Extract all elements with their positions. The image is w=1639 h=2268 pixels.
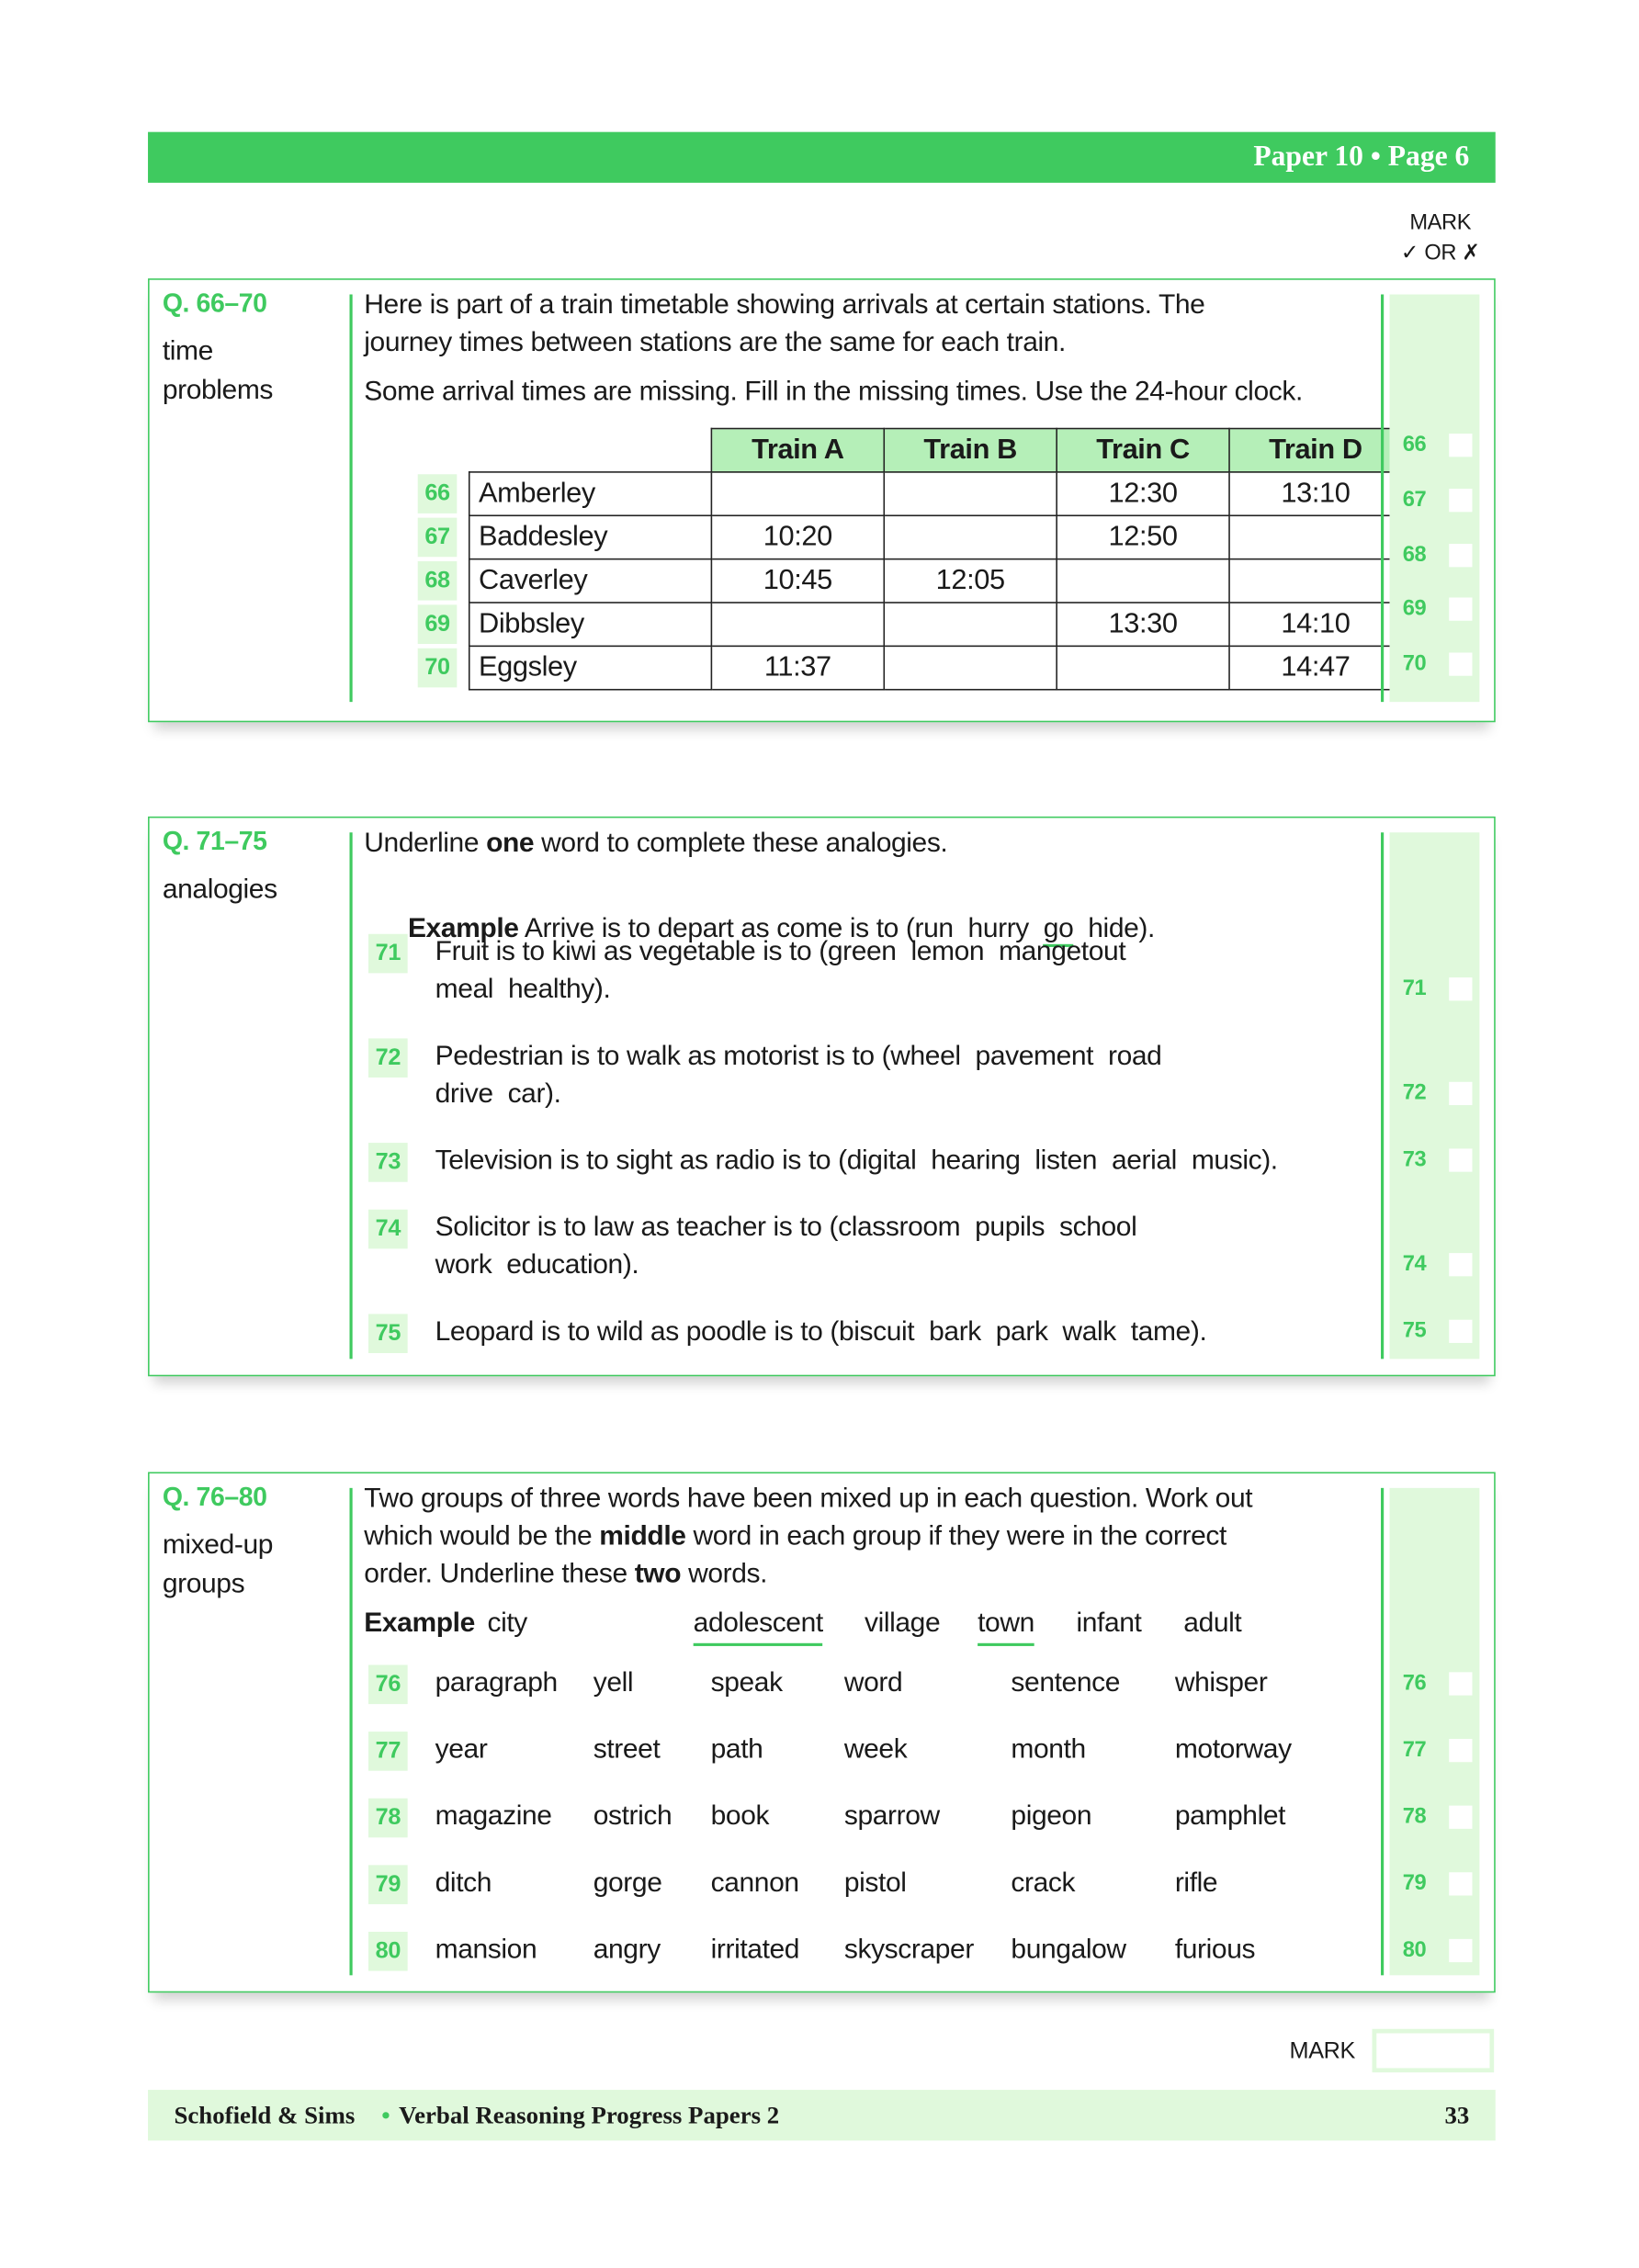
analogy-line: Solicitor is to law as teacher is to (classroom pupils school <box>435 1212 1137 1244</box>
mark-box[interactable] <box>1449 1939 1472 1962</box>
analogy-text[interactable] <box>435 1038 1162 1113</box>
word-option[interactable]: bungalow <box>1011 1935 1126 1966</box>
instructions <box>364 825 947 863</box>
mark-number: 72 <box>1402 1080 1427 1106</box>
arrival-time-cell[interactable] <box>884 472 1057 515</box>
page-number: 33 <box>1444 2101 1470 2129</box>
arrival-time-cell: 11:37 <box>711 646 884 689</box>
text: Two groups of three words have been mixed up in each question. Work out <box>364 1484 1253 1515</box>
arrival-time-cell: 13:10 <box>1229 472 1402 515</box>
mark-box[interactable] <box>1449 652 1472 675</box>
arrival-time-cell: 14:47 <box>1229 646 1402 689</box>
table-row <box>418 515 1402 559</box>
mark-number: 69 <box>1402 595 1427 621</box>
analogy-line: work education). <box>435 1249 639 1281</box>
analogy-text[interactable] <box>435 934 1126 1010</box>
word-option[interactable]: sparrow <box>843 1800 940 1833</box>
text: journey times between stations are the same for each train. <box>364 327 1066 358</box>
mark-number: 68 <box>1402 542 1427 568</box>
footer-book-title: Verbal Reasoning Progress Papers 2 <box>399 2101 780 2129</box>
word-option[interactable]: word <box>843 1667 903 1698</box>
total-mark-label: MARK <box>1289 2038 1355 2064</box>
mark-number: 73 <box>1402 1146 1427 1172</box>
question-number-cell <box>418 646 469 689</box>
analogy-line: drive car). <box>435 1078 561 1110</box>
arrival-time-cell: 12:50 <box>1057 515 1229 559</box>
word-option[interactable]: book <box>710 1800 770 1833</box>
question-number: 80 <box>368 1932 408 1971</box>
analogy-line: Leopard is to wild as poodle is to (biscuit bark park walk tame). <box>435 1316 1207 1348</box>
question-number: 66 <box>418 474 458 513</box>
example-word: infant <box>1076 1608 1142 1640</box>
question-number: 77 <box>368 1732 408 1771</box>
mark-label: MARK <box>1409 209 1472 235</box>
word-option[interactable]: motorway <box>1174 1734 1292 1766</box>
arrival-time-cell[interactable] <box>711 472 884 515</box>
table-row <box>418 646 1402 689</box>
text: one <box>486 828 535 859</box>
arrival-time-cell[interactable] <box>1229 559 1402 603</box>
word-group-row <box>368 1865 1369 1904</box>
arrival-time-cell[interactable] <box>1229 515 1402 559</box>
text: two <box>634 1559 682 1590</box>
column-header: Train A <box>711 429 884 472</box>
word-option[interactable]: crack <box>1011 1867 1076 1899</box>
word-option[interactable]: irritated <box>710 1935 800 1966</box>
mark-column <box>1389 1488 1479 1975</box>
word-option[interactable]: angry <box>593 1935 661 1966</box>
word-option[interactable]: gorge <box>593 1867 662 1899</box>
question-topic <box>163 1526 273 1604</box>
text: Example <box>364 1608 475 1640</box>
analogy-text[interactable] <box>435 1314 1207 1351</box>
page-header-bar <box>148 132 1496 183</box>
mark-box[interactable] <box>1449 1320 1472 1343</box>
mark-box[interactable] <box>1449 977 1472 1000</box>
divider <box>349 1488 352 1975</box>
mark-number: 78 <box>1402 1804 1427 1829</box>
mark-number: 70 <box>1402 650 1427 676</box>
mark-box[interactable] <box>1449 1253 1472 1276</box>
analogy-line: Pedestrian is to walk as motorist is to (wheel pavement road <box>435 1041 1162 1072</box>
example-underlined-word: adolescent <box>694 1606 823 1646</box>
station-name: Dibbsley <box>469 603 712 646</box>
mark-box[interactable] <box>1449 597 1472 620</box>
text: Example <box>407 913 519 944</box>
text: words. <box>681 1559 768 1590</box>
arrival-time-cell: 12:05 <box>884 559 1057 603</box>
arrival-time-cell: 13:30 <box>1057 603 1229 646</box>
text: Underline <box>364 828 487 859</box>
question-range: Q. 76–80 <box>162 1482 267 1512</box>
station-name: Amberley <box>469 472 712 515</box>
mark-column-divider <box>1381 294 1384 702</box>
text: Some arrival times are missing. Fill in the missing times. Use the 24-hour clock. <box>364 377 1303 408</box>
word-option[interactable]: sentence <box>1011 1667 1121 1698</box>
question-block-66-70 <box>148 278 1496 722</box>
question-number-cell <box>418 559 469 603</box>
analogy-line: Fruit is to kiwi as vegetable is to (green lemon mangetout <box>435 936 1126 968</box>
column-header: Train C <box>1057 429 1229 472</box>
mark-column-divider <box>1381 832 1384 1359</box>
train-timetable <box>418 428 1403 691</box>
mark-column-divider <box>1381 1488 1384 1975</box>
question-number: 67 <box>418 518 458 558</box>
arrival-time-cell[interactable] <box>1057 646 1229 689</box>
example <box>364 1606 1242 1643</box>
instructions <box>364 1481 1252 1594</box>
station-name: Eggsley <box>469 646 712 689</box>
text: problems <box>162 375 274 407</box>
word-option[interactable]: skyscraper <box>843 1935 974 1966</box>
total-mark-box[interactable] <box>1373 2029 1495 2072</box>
analogy-line: meal healthy). <box>435 974 611 1006</box>
word-option[interactable]: ostrich <box>593 1800 673 1833</box>
word-option[interactable]: speak <box>710 1667 783 1698</box>
text: middle <box>599 1521 686 1552</box>
instructions <box>364 288 1303 412</box>
mark-column <box>1389 832 1479 1359</box>
word-option[interactable]: year <box>435 1734 488 1766</box>
mark-number: 71 <box>1402 976 1427 1001</box>
word-group-row <box>368 1664 1369 1704</box>
mark-box[interactable] <box>1449 1872 1472 1895</box>
mark-box[interactable] <box>1449 1806 1472 1829</box>
example-answer: go <box>1044 914 1074 947</box>
question-number: 74 <box>368 1210 408 1249</box>
arrival-time-cell[interactable] <box>711 603 884 646</box>
mark-box[interactable] <box>1449 434 1472 457</box>
question-topic <box>163 333 273 411</box>
word-option[interactable]: whisper <box>1174 1667 1268 1698</box>
table-row <box>418 472 1402 515</box>
question-number: 71 <box>368 934 408 974</box>
column-header: Train D <box>1229 429 1402 472</box>
mark-box[interactable] <box>1449 544 1472 567</box>
text: time <box>162 336 213 367</box>
mark-box[interactable] <box>1449 1739 1472 1762</box>
text: Arrive is to depart as come is to (run hurry <box>518 913 1044 944</box>
mark-number: 77 <box>1402 1737 1427 1763</box>
text: which would be the <box>364 1521 600 1552</box>
word-group-row <box>368 1932 1369 1971</box>
mark-number: 66 <box>1402 432 1427 457</box>
word-option[interactable]: ditch <box>435 1867 492 1899</box>
arrival-time-cell: 12:30 <box>1057 472 1229 515</box>
example-underlined-word: town <box>978 1606 1034 1646</box>
question-number-cell <box>418 515 469 559</box>
word-option[interactable]: paragraph <box>435 1667 558 1698</box>
mark-number: 80 <box>1402 1937 1427 1963</box>
text: groups <box>162 1569 245 1600</box>
divider <box>349 832 352 1359</box>
example-word: adult <box>1183 1608 1242 1640</box>
mark-number: 79 <box>1402 1870 1427 1896</box>
station-name: Baddesley <box>469 515 712 559</box>
text: hide). <box>1073 913 1155 944</box>
word-option[interactable]: path <box>710 1734 763 1766</box>
analogy-text[interactable] <box>435 1210 1137 1285</box>
question-number-cell <box>418 472 469 515</box>
arrival-time-cell[interactable] <box>884 603 1057 646</box>
word-option[interactable]: street <box>593 1734 661 1766</box>
arrival-time-cell: 10:45 <box>711 559 884 603</box>
question-number-cell <box>418 603 469 646</box>
mark-number: 74 <box>1402 1251 1427 1277</box>
text: word to complete these analogies. <box>534 828 948 859</box>
word-option[interactable]: yell <box>593 1667 634 1698</box>
word-option[interactable]: rifle <box>1174 1867 1218 1899</box>
mark-box[interactable] <box>1449 1148 1472 1171</box>
mark-number: 75 <box>1402 1318 1427 1343</box>
footer <box>148 2090 1496 2140</box>
question-number: 79 <box>368 1865 408 1904</box>
mark-box[interactable] <box>1449 489 1472 512</box>
table-row <box>418 603 1402 646</box>
divider <box>349 294 352 702</box>
question-number: 78 <box>368 1799 408 1838</box>
question-topic: analogies <box>162 874 277 906</box>
word-option[interactable]: month <box>1011 1734 1086 1766</box>
word-option[interactable]: week <box>843 1734 908 1766</box>
question-number: 68 <box>418 561 458 601</box>
question-range: Q. 71–75 <box>162 826 267 856</box>
analogy-text[interactable] <box>435 1143 1278 1180</box>
question-number: 76 <box>368 1664 408 1704</box>
example-word: city <box>487 1608 527 1640</box>
question-number: 69 <box>418 604 458 644</box>
text: word in each group if they were in the correct <box>685 1521 1226 1552</box>
word-option[interactable]: pamphlet <box>1174 1800 1286 1833</box>
arrival-time-cell: 10:20 <box>711 515 884 559</box>
word-option[interactable]: magazine <box>435 1800 552 1833</box>
table-row <box>418 559 1402 603</box>
question-range: Q. 66–70 <box>162 288 267 318</box>
mark-number: 76 <box>1402 1670 1427 1696</box>
footer-publisher: Schofield & Sims <box>174 2101 356 2129</box>
arrival-time-cell[interactable] <box>884 646 1057 689</box>
column-header: Train B <box>884 429 1057 472</box>
word-option[interactable]: pigeon <box>1011 1800 1092 1833</box>
word-group-row <box>368 1799 1369 1838</box>
footer-bullet: • <box>381 2101 390 2129</box>
question-number: 75 <box>368 1314 408 1353</box>
example-word: village <box>864 1608 941 1640</box>
tick-or-cross-label: ✓ OR ✗ <box>1400 241 1480 265</box>
question-block-71-75 <box>148 817 1496 1376</box>
question-number: 72 <box>368 1038 408 1078</box>
word-option[interactable]: furious <box>1174 1935 1256 1966</box>
word-option[interactable]: cannon <box>710 1867 799 1899</box>
question-number: 73 <box>368 1143 408 1182</box>
word-option[interactable]: mansion <box>435 1935 537 1966</box>
mark-column-header <box>1385 208 1496 268</box>
text: Here is part of a train timetable showing arrivals at certain stations. The <box>364 289 1205 321</box>
word-option[interactable]: pistol <box>843 1867 907 1899</box>
arrival-time-cell[interactable] <box>884 515 1057 559</box>
mark-number: 67 <box>1402 487 1427 513</box>
mark-box[interactable] <box>1449 1672 1472 1695</box>
mark-column <box>1389 294 1479 702</box>
question-block-76-80 <box>148 1472 1496 1992</box>
text: mixed-up <box>162 1529 274 1561</box>
mark-box[interactable] <box>1449 1082 1472 1105</box>
page-header-title: Paper 10 • Page 6 <box>1253 141 1470 173</box>
arrival-time-cell: 14:10 <box>1229 603 1402 646</box>
arrival-time-cell[interactable] <box>1057 559 1229 603</box>
text: order. Underline these <box>364 1559 635 1590</box>
question-number: 70 <box>418 649 458 688</box>
station-name: Caverley <box>469 559 712 603</box>
analogy-line: Television is to sight as radio is to (digital hearing listen aerial music). <box>435 1145 1278 1177</box>
word-group-row <box>368 1732 1369 1771</box>
